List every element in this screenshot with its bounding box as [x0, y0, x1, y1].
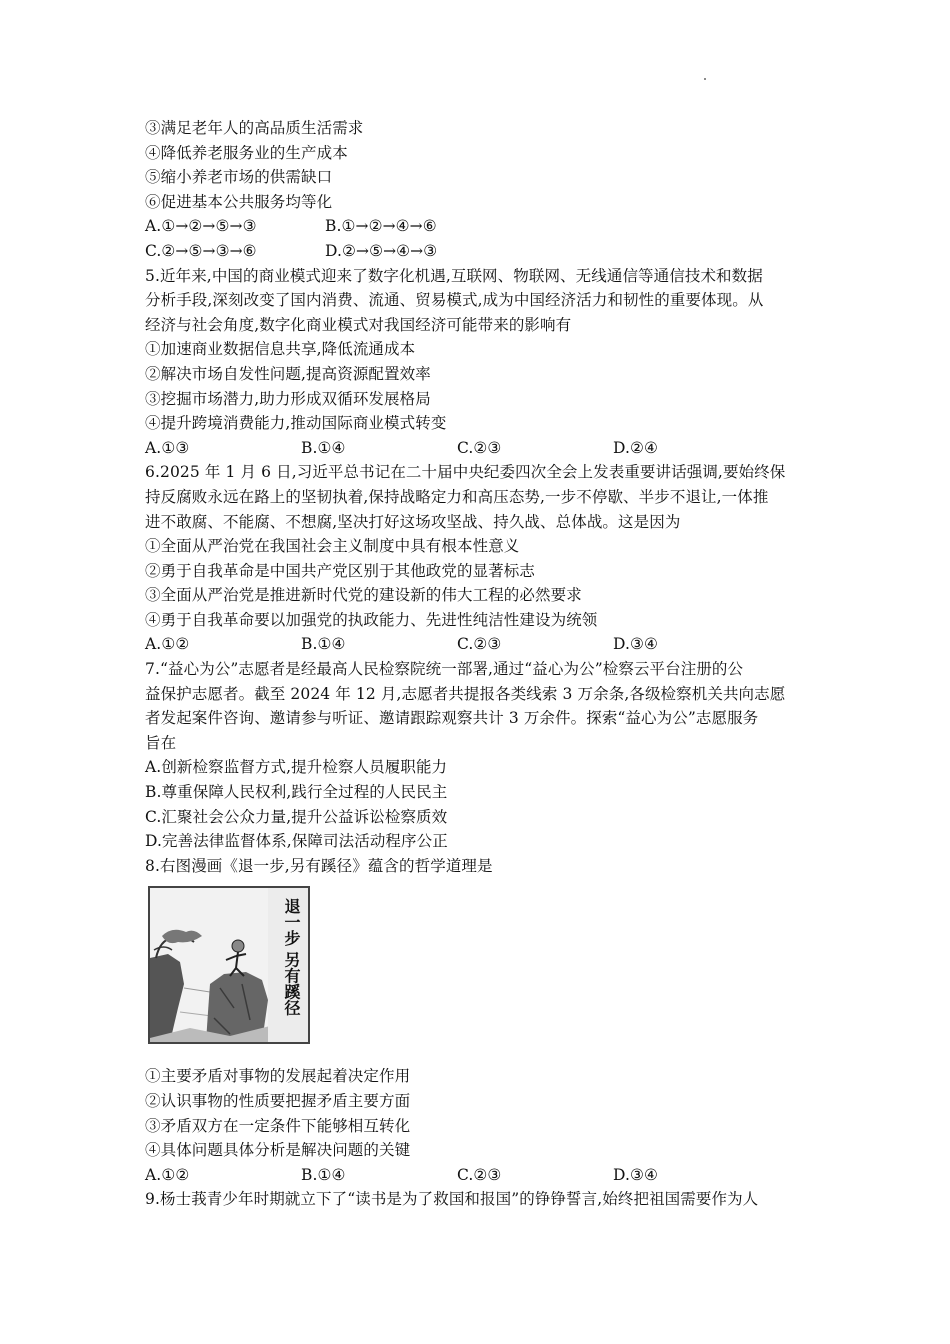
q4-item: ⑤缩小养老市场的供需缺口	[145, 168, 333, 187]
q5-option-b: B.①④	[301, 438, 346, 457]
q7-stem: 者发起案件咨询、邀请参与听证、邀请跟踪观察共计 3 万余件。探索“益心为公”志愿服务	[145, 709, 759, 728]
comic-illustration	[148, 886, 310, 1044]
q5-item: ③挖掘市场潜力,助力形成双循环发展格局	[145, 389, 431, 408]
q5-item: ④提升跨境消费能力,推动国际商业模式转变	[145, 414, 447, 433]
page-content	[145, 116, 815, 1212]
q6-item: ①全面从严治党在我国社会主义制度中具有根本性意义	[145, 537, 520, 556]
q6-item: ④勇于自我革命要以加强党的执政能力、先进性纯洁性建设为统领	[145, 610, 598, 629]
q6-options	[145, 632, 815, 657]
q9-stem: 9.杨士莪青少年时期就立下了“读书是为了救国和报国”的铮铮誓言,始终把祖国需要作为人	[145, 1190, 759, 1209]
comic-title-col-1: 退一步	[282, 898, 301, 947]
q5-options	[145, 436, 815, 461]
q7-stem: 益保护志愿者。截至 2024 年 12 月,志愿者共提报各类线索 3 万余条,各级检察机关共向志愿	[145, 684, 786, 703]
q4-option-d: D.②→⑤→④→③	[325, 241, 438, 260]
q5-stem: 5.近年来,中国的商业模式迎来了数字化机遇,互联网、物联网、无线通信等通信技术和数据	[145, 266, 763, 285]
q6-option-b: B.①④	[301, 635, 346, 654]
q8-option-c: C.②③	[457, 1165, 502, 1184]
q6-option-a: A.①②	[145, 635, 190, 654]
q8-option-a: A.①②	[145, 1165, 190, 1184]
q5-option-d: D.②④	[613, 438, 658, 457]
q4-item: ③满足老年人的高品质生活需求	[145, 119, 364, 137]
q4-option-b: B.①→②→④→⑥	[325, 217, 437, 236]
q6-stem: 持反腐败永远在路上的坚韧执着,保持战略定力和高压态势,一步不停歇、半步不退让,一体推	[145, 487, 769, 506]
q4-item: ⑥促进基本公共服务均等化	[145, 192, 333, 211]
q7-option-d: D.完善法律监督体系,保障司法活动程序公正	[145, 832, 448, 851]
q6-stem: 6.2025 年 1 月 6 日,习近平总书记在二十届中央纪委四次全会上发表重要讲话强调,要始终保	[145, 463, 786, 482]
q7-stem: 7.“益心为公”志愿者是经最高人民检察院统一部署,通过“益心为公”检察云平台注册的公	[145, 660, 744, 679]
comic-title-col-2: 另有蹊径	[282, 951, 301, 1016]
q5-stem: 经济与社会角度,数字化商业模式对我国经济可能带来的影响有	[145, 315, 572, 334]
q8-item: ④具体问题具体分析是解决问题的关键	[145, 1141, 411, 1160]
q4-option-c: C.②→⑤→③→⑥	[145, 241, 257, 260]
q8-item: ③矛盾双方在一定条件下能够相互转化	[145, 1116, 411, 1135]
q8-item: ②认识事物的性质要把握矛盾主要方面	[145, 1092, 411, 1110]
q8-options	[145, 1163, 815, 1188]
q8-stem: 8.右图漫画《退一步,另有蹊径》蕴含的哲学道理是	[145, 856, 493, 875]
q7-option-b: B.尊重保障人民权利,践行全过程的人民民主	[145, 783, 448, 802]
q8-option-d: D.③④	[613, 1165, 658, 1184]
q4-option-a: A.①→②→⑤→③	[145, 217, 257, 236]
q7-option-c: C.汇聚社会公众力量,提升公益诉讼检察质效	[145, 807, 448, 826]
q5-option-c: C.②③	[457, 438, 502, 457]
q5-option-a: A.①③	[145, 438, 190, 457]
scan-speck	[704, 78, 706, 80]
q4-options-row-1	[145, 214, 815, 239]
q6-option-d: D.③④	[613, 635, 658, 654]
q8-option-b: B.①④	[301, 1165, 346, 1184]
q7-option-a: A.创新检察监督方式,提升检察人员履职能力	[145, 758, 448, 777]
comic-title	[282, 898, 300, 1016]
q6-item: ②勇于自我革命是中国共产党区别于其他政党的显著标志	[145, 561, 536, 580]
q4-item: ④降低养老服务业的生产成本	[145, 143, 348, 162]
q8-item: ①主要矛盾对事物的发展起着决定作用	[145, 1067, 411, 1086]
q4-options-row-2	[145, 239, 815, 264]
q6-stem: 进不敢腐、不能腐、不想腐,坚决打好这场攻坚战、持久战、总体战。这是因为	[145, 512, 681, 531]
q5-item: ②解决市场自发性问题,提高资源配置效率	[145, 364, 431, 383]
q6-item: ③全面从严治党是推进新时代党的建设新的伟大工程的必然要求	[145, 586, 582, 605]
q6-option-c: C.②③	[457, 635, 502, 654]
q5-item: ①加速商业数据信息共享,降低流通成本	[145, 340, 416, 359]
q5-stem: 分析手段,深刻改变了国内消费、流通、贸易模式,成为中国经济活力和韧性的重要体现。从	[145, 291, 764, 310]
q7-stem: 旨在	[145, 733, 177, 752]
